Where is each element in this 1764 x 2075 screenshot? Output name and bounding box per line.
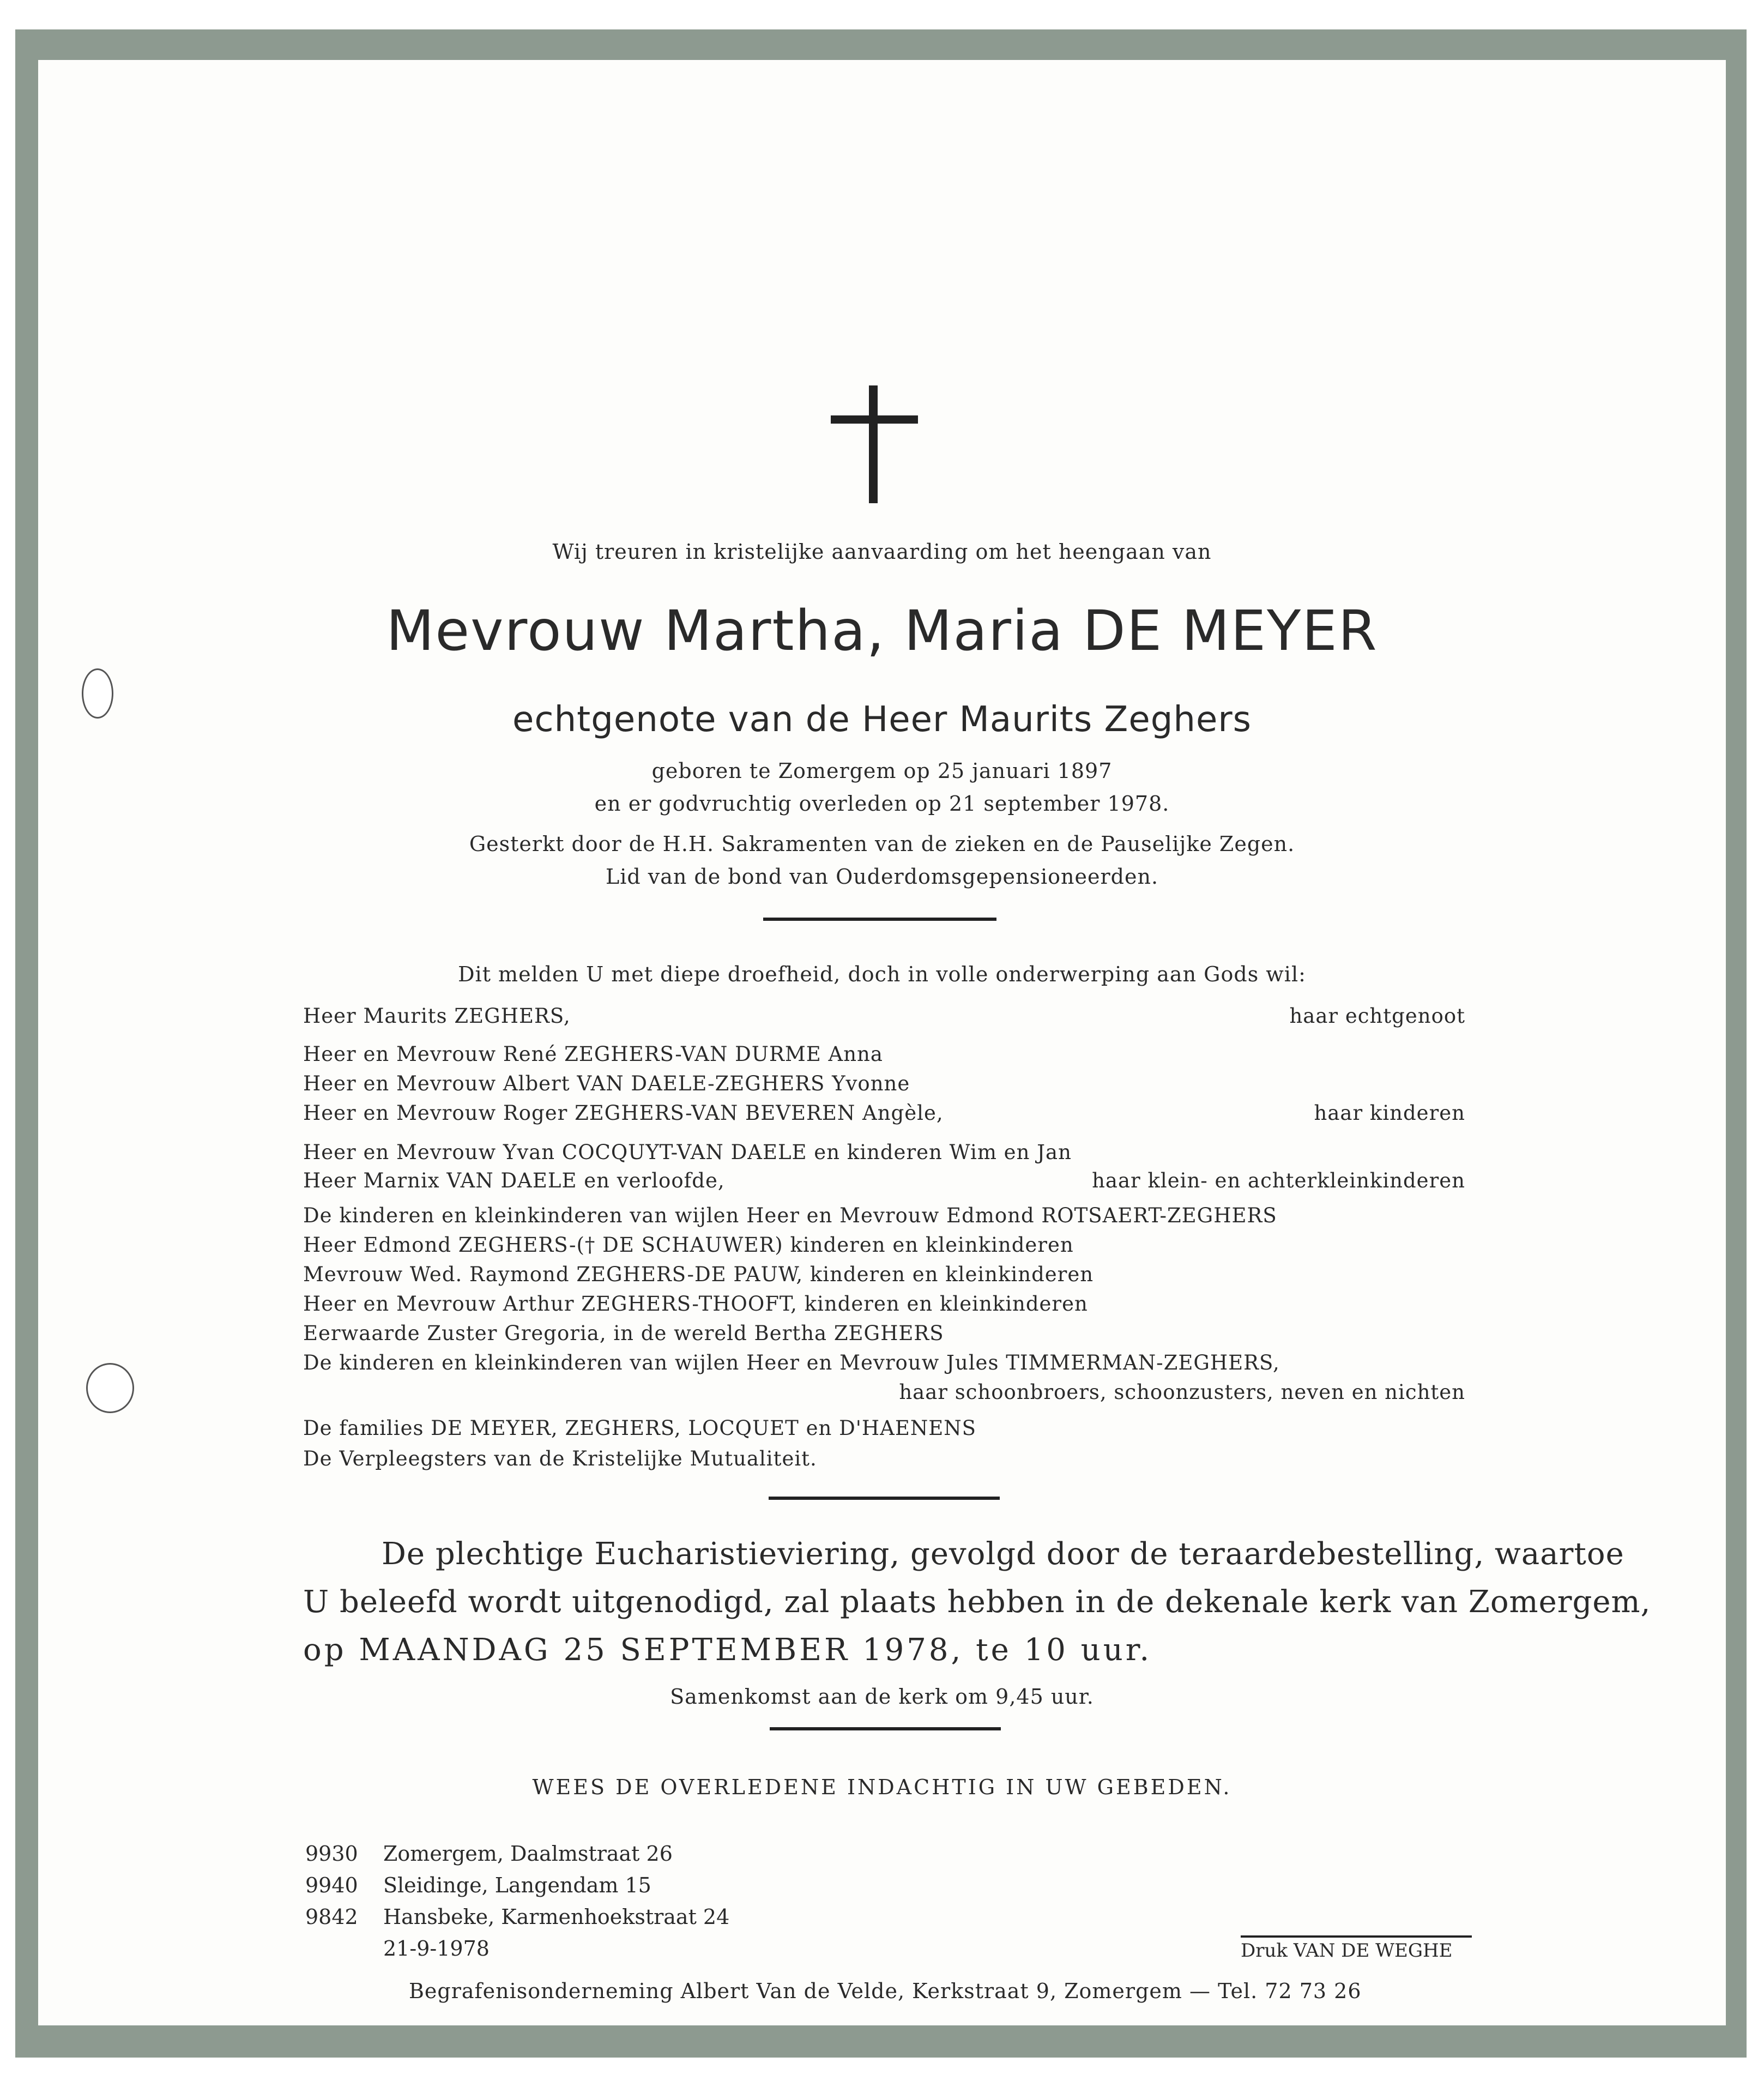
ceremony-line-2: U beleefd wordt uitgenodigd, zal plaats hebben in de dekenale kerk van Zomergem, — [303, 1584, 1651, 1620]
death-line: en er godvruchtig overleden op 21 september 1978. — [594, 792, 1170, 816]
ceremony-line-3: op MAANDAG 25 SEPTEMBER 1978, te 10 uur. — [303, 1632, 1152, 1668]
divider-2 — [769, 1497, 1000, 1500]
relation-label: haar echtgenoot — [1289, 1004, 1465, 1028]
address-code-2: 9940 — [305, 1873, 358, 1897]
relative-name: Heer en Mevrouw Roger ZEGHERS-VAN BEVEREN Angèle, — [303, 1101, 944, 1125]
relative-name: De kinderen en kleinkinderen van wijlen Heer en Mevrouw Jules TIMMERMAN-ZEGHERS, — [303, 1351, 1280, 1374]
prayer-request: WEES DE OVERLEDENE INDACHTIG IN UW GEBEDEN. — [532, 1775, 1232, 1799]
relative-row — [303, 1204, 1465, 1231]
relation-label: haar klein- en achterkleinkinderen — [1092, 1169, 1465, 1192]
relative-row — [303, 1351, 1465, 1378]
divider-1 — [763, 918, 996, 921]
printer-credit: Druk VAN DE WEGHE — [1241, 1940, 1453, 1962]
announcement: Dit melden U met diepe droefheid, doch in volle onderwerping aan Gods wil: — [458, 962, 1306, 986]
announcement-date: 21-9-1978 — [383, 1937, 490, 1961]
relative-row — [303, 1101, 1465, 1129]
intro-text: Wij treuren in kristelijke aanvaarding om het heengaan van — [552, 540, 1212, 564]
relative-name: De Verpleegsters van de Kristelijke Mutualiteit. — [303, 1447, 817, 1470]
relative-row — [303, 1416, 1465, 1444]
address-code-1: 9930 — [305, 1842, 358, 1866]
divider-3 — [770, 1727, 1001, 1730]
address-code-3: 9842 — [305, 1905, 358, 1929]
relative-name: Heer Edmond ZEGHERS-(† DE SCHAUWER) kinderen en kleinkinderen — [303, 1233, 1074, 1257]
relative-row — [303, 1169, 1465, 1196]
relative-name: Heer en Mevrouw Albert VAN DAELE-ZEGHERS Yvonne — [303, 1072, 910, 1095]
relative-row — [303, 1380, 1465, 1408]
birth-line: geboren te Zomergem op 25 januari 1897 — [651, 759, 1113, 783]
undertaker-line: Begrafenisonderneming Albert Van de Velde, Kerkstraat 9, Zomergem — Tel. 72 73 26 — [409, 1979, 1362, 2003]
printer-rule — [1241, 1935, 1472, 1938]
spouse-line: echtgenote van de Heer Maurits Zeghers — [512, 699, 1252, 740]
membership-line: Lid van de bond van Ouderdomsgepensioneerden. — [605, 865, 1159, 889]
address-2: Sleidinge, Langendam 15 — [383, 1873, 651, 1897]
relative-name: Heer en Mevrouw Arthur ZEGHERS-THOOFT, kinderen en kleinkinderen — [303, 1292, 1088, 1316]
relative-row — [303, 1292, 1465, 1319]
cross-icon — [831, 385, 918, 503]
relative-name: Eerwaarde Zuster Gregoria, in de wereld Bertha ZEGHERS — [303, 1322, 944, 1345]
relative-row — [303, 1233, 1465, 1260]
relative-name: Mevrouw Wed. Raymond ZEGHERS-DE PAUW, kinderen en kleinkinderen — [303, 1263, 1094, 1286]
relative-name: Heer en Mevrouw René ZEGHERS-VAN DURME Anna — [303, 1042, 883, 1066]
punch-hole-bottom — [86, 1363, 134, 1413]
relative-row — [303, 1072, 1465, 1099]
relative-row — [303, 1322, 1465, 1349]
ceremony-line-1: De plechtige Eucharistieviering, gevolgd door de teraardebestelling, waartoe — [382, 1536, 1624, 1572]
address-3: Hansbeke, Karmenhoekstraat 24 — [383, 1905, 730, 1929]
sacraments-line: Gesterkt door de H.H. Sakramenten van de zieken en de Pauselijke Zegen. — [469, 832, 1295, 856]
gathering-time: Samenkomst aan de kerk om 9,45 uur. — [670, 1685, 1094, 1709]
relative-name: De families DE MEYER, ZEGHERS, LOCQUET en D'HAENENS — [303, 1416, 977, 1440]
relative-row — [303, 1141, 1465, 1168]
deceased-name: Mevrouw Martha, Maria DE MEYER — [386, 599, 1378, 663]
relative-name: Heer en Mevrouw Yvan COCQUYT-VAN DAELE en kinderen Wim en Jan — [303, 1141, 1072, 1164]
relative-name: Heer Marnix VAN DAELE en verloofde, — [303, 1169, 725, 1192]
relative-row — [303, 1004, 1465, 1032]
relative-row — [303, 1263, 1465, 1290]
relative-row — [303, 1447, 1465, 1474]
address-1: Zomergem, Daalmstraat 26 — [383, 1842, 673, 1866]
relation-label: haar schoonbroers, schoonzusters, neven en nichten — [899, 1380, 1465, 1404]
relative-row — [303, 1042, 1465, 1070]
relation-label: haar kinderen — [1314, 1101, 1465, 1125]
relative-name: De kinderen en kleinkinderen van wijlen Heer en Mevrouw Edmond ROTSAERT-ZEGHERS — [303, 1204, 1277, 1227]
relative-name: Heer Maurits ZEGHERS, — [303, 1004, 571, 1028]
